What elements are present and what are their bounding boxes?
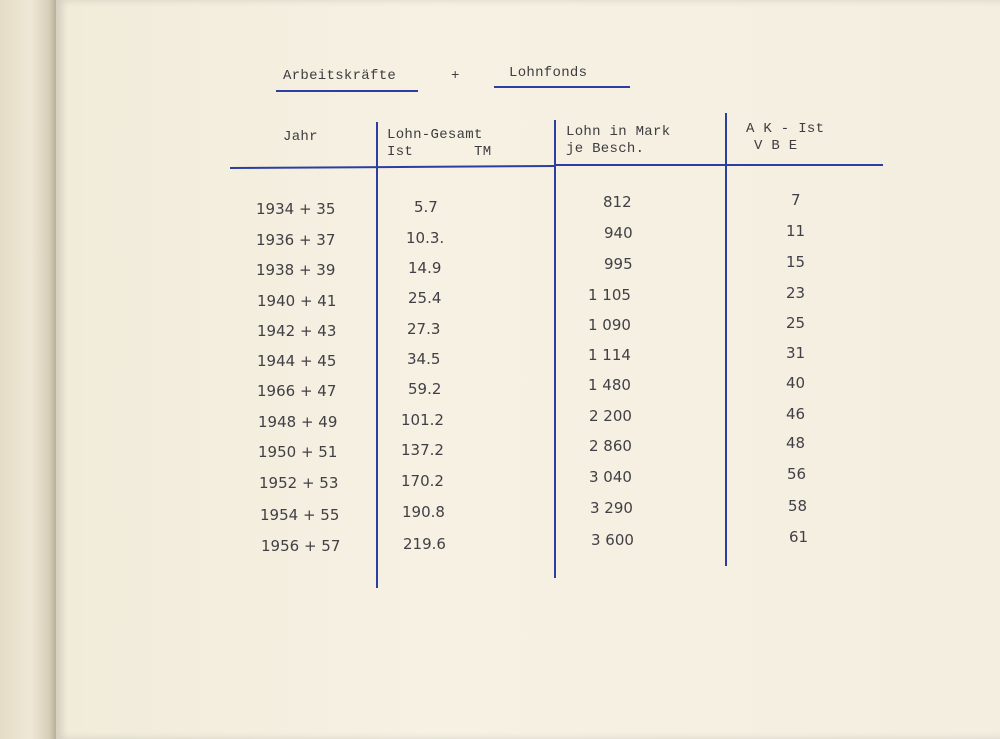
cell-ak: 46 <box>786 405 806 423</box>
column-rule-1 <box>376 122 378 588</box>
cell-mark: 940 <box>604 224 633 242</box>
heading-underline-right <box>494 86 630 88</box>
cell-jahr: 1950 + 51 <box>258 443 338 461</box>
cell-lohn: 137.2 <box>401 441 444 459</box>
document-page <box>56 0 1000 739</box>
cell-ak: 40 <box>786 374 806 392</box>
cell-lohn: 25.4 <box>408 289 442 307</box>
binding-gutter <box>0 0 56 739</box>
cell-mark: 812 <box>603 193 632 211</box>
heading-plus: + <box>451 68 460 84</box>
cell-lohn: 10.3. <box>406 229 445 247</box>
cell-lohn: 219.6 <box>403 535 446 553</box>
cell-ak: 31 <box>786 344 806 362</box>
cell-ak: 7 <box>791 191 801 209</box>
cell-jahr: 1966 + 47 <box>257 382 337 400</box>
cell-jahr: 1948 + 49 <box>258 413 338 431</box>
cell-mark: 3 040 <box>589 468 632 486</box>
cell-lohn: 5.7 <box>414 198 438 216</box>
cell-mark: 2 200 <box>589 407 632 425</box>
cell-lohn: 170.2 <box>401 472 444 490</box>
cell-mark: 1 114 <box>588 346 631 364</box>
column-rule-2 <box>554 120 556 578</box>
cell-ak: 25 <box>786 314 806 332</box>
cell-ak: 58 <box>788 497 808 515</box>
cell-lohn: 14.9 <box>408 259 442 277</box>
cell-mark: 3 600 <box>591 531 634 549</box>
cell-mark: 1 105 <box>588 286 631 304</box>
cell-mark: 995 <box>604 255 633 273</box>
cell-jahr: 1956 + 57 <box>261 537 341 555</box>
cell-jahr: 1936 + 37 <box>256 231 336 249</box>
cell-lohn: 27.3 <box>407 320 441 338</box>
heading-underline-left <box>276 90 418 92</box>
cell-jahr: 1940 + 41 <box>257 292 337 310</box>
header-rule-right <box>554 164 883 166</box>
cell-ak: 23 <box>786 284 806 302</box>
cell-jahr: 1938 + 39 <box>256 261 336 279</box>
cell-ak: 48 <box>786 434 806 452</box>
cell-mark: 1 090 <box>588 316 631 334</box>
heading-lohnfonds: Lohnfonds <box>509 65 588 81</box>
cell-ak: 11 <box>786 222 806 240</box>
cell-ak: 56 <box>787 465 807 483</box>
cell-jahr: 1954 + 55 <box>260 506 340 524</box>
cell-lohn: 34.5 <box>407 350 441 368</box>
cell-ak: 15 <box>786 253 806 271</box>
heading-arbeitskraefte: Arbeitskräfte <box>283 68 397 84</box>
cell-mark: 2 860 <box>589 437 632 455</box>
column-rule-3 <box>725 113 727 566</box>
cell-lohn: 190.8 <box>402 503 445 521</box>
header-lohn-gesamt: Lohn-Gesamt <box>387 127 483 143</box>
header-jahr: Jahr <box>283 129 318 145</box>
cell-jahr: 1952 + 53 <box>259 474 339 492</box>
cell-mark: 3 290 <box>590 499 633 517</box>
header-ak-ist: A K - Ist <box>746 121 825 137</box>
header-je-besch: je Besch. <box>566 141 645 157</box>
cell-lohn: 101.2 <box>401 411 444 429</box>
cell-mark: 1 480 <box>588 376 631 394</box>
cell-lohn: 59.2 <box>408 380 442 398</box>
cell-ak: 61 <box>789 528 809 546</box>
header-lohn-in-mark: Lohn in Mark <box>566 124 671 140</box>
cell-jahr: 1934 + 35 <box>256 200 336 218</box>
cell-jahr: 1944 + 45 <box>257 352 337 370</box>
header-vbe: V B E <box>754 138 798 154</box>
cell-jahr: 1942 + 43 <box>257 322 337 340</box>
header-lohn-gesamt-unit: Ist TM <box>387 144 492 160</box>
